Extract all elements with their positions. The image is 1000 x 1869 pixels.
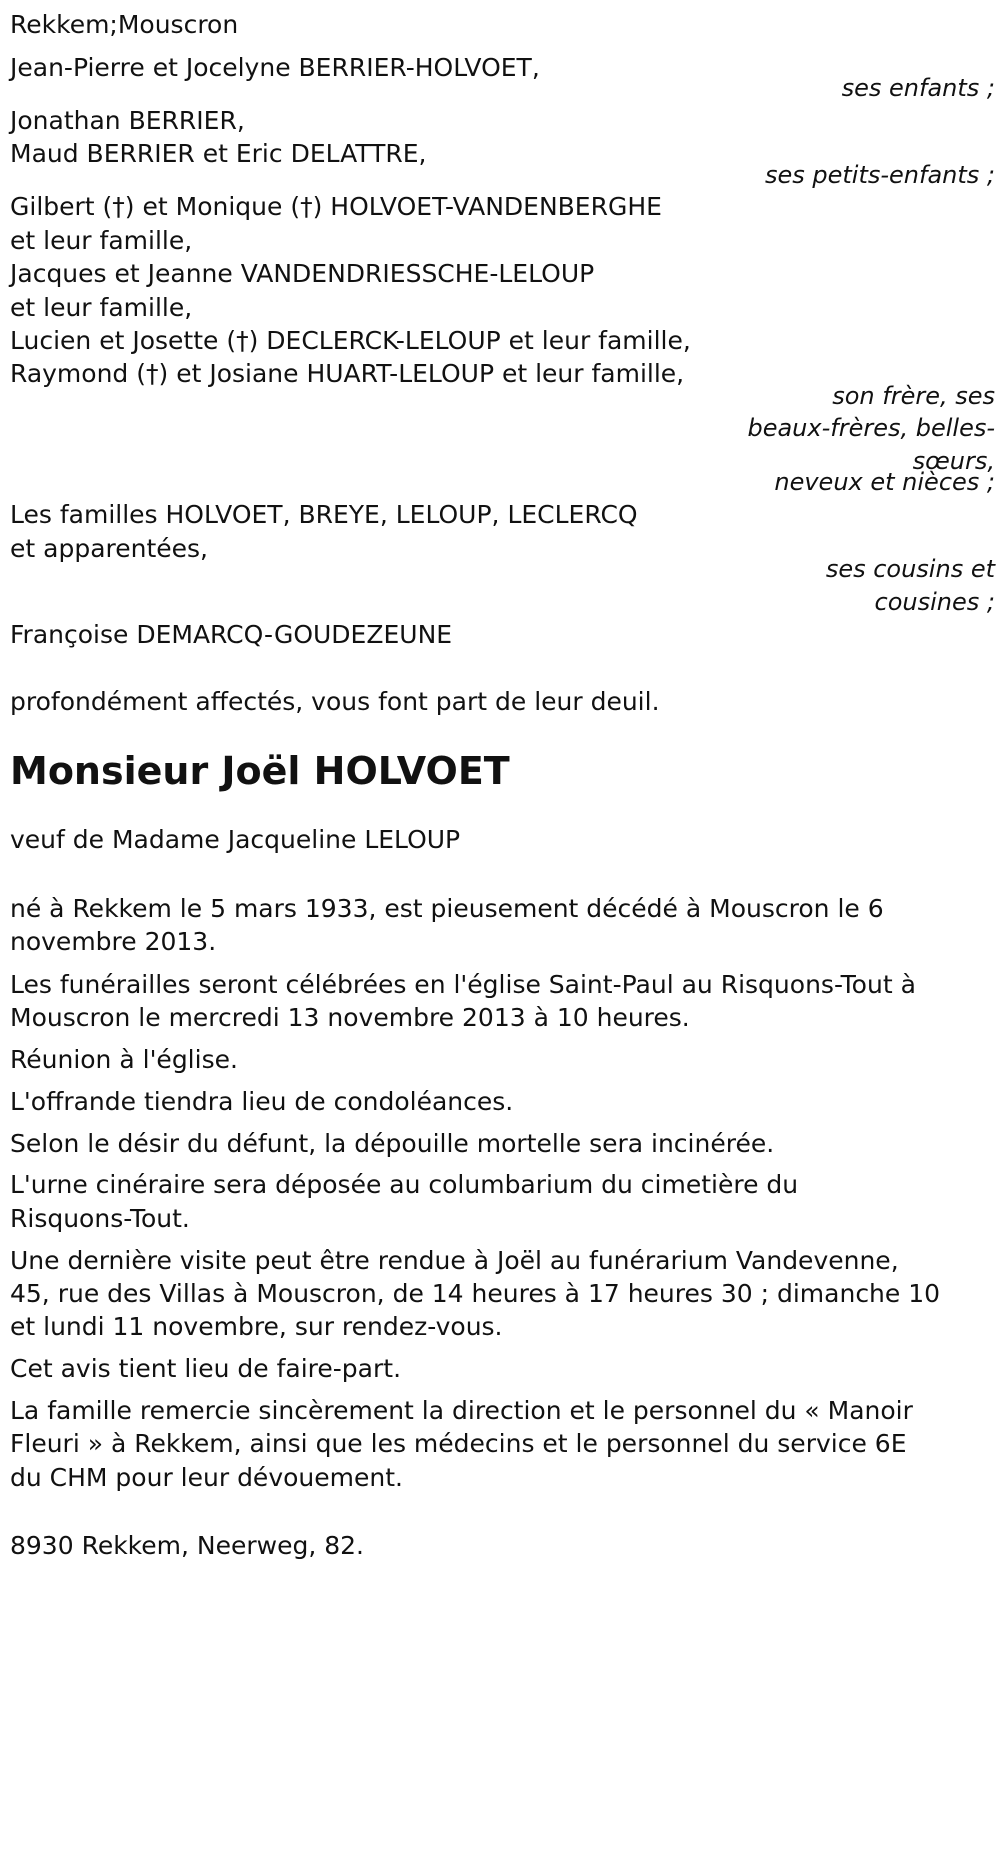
spouse-line: veuf de Madame Jacqueline LELOUP (10, 825, 461, 854)
sibling-line-1: Gilbert (†) et Monique (†) HOLVOET-VANDENBERGHE (10, 192, 662, 221)
visit-line-3: et lundi 11 novembre, sur rendez-vous. (10, 1312, 503, 1341)
grandchild-name-1: Jonathan BERRIER, (10, 106, 245, 135)
siblings-relation-line-2: beaux-frères, belles- (747, 414, 995, 442)
address-line: 8930 Rekkem, Neerweg, 82. (10, 1531, 364, 1560)
visit-line-2: 45, rue des Villas à Mouscron, de 14 heures à 17 heures 30 ; dimanche 10 (10, 1279, 941, 1308)
children-relation: ses enfants ; (841, 74, 995, 102)
siblings-relation-line-3: sœurs, (912, 447, 995, 475)
other-relative: Françoise DEMARCQ-GOUDEZEUNE (10, 620, 453, 649)
sibling-line-4: et leur famille, (10, 293, 193, 322)
siblings-relation-line-1: son frère, ses (832, 382, 995, 410)
birth-death-line-2: novembre 2013. (10, 927, 217, 956)
children-names: Jean-Pierre et Jocelyne BERRIER-HOLVOET, (10, 53, 540, 82)
grandchildren-relation: ses petits-enfants ; (764, 161, 995, 189)
sibling-line-6: Raymond (†) et Josiane HUART-LELOUP et leur famille, (10, 359, 685, 388)
visit-line-1: Une dernière visite peut être rendue à Joël au funérarium Vandevenne, (10, 1246, 899, 1275)
offering-line: L'offrande tiendra lieu de condoléances. (10, 1087, 514, 1116)
cousins-line-2: et apparentées, (10, 534, 208, 563)
sibling-line-5: Lucien et Josette (†) DECLERCK-LELOUP et leur famille, (10, 326, 691, 355)
urn-line-2: Risquons-Tout. (10, 1204, 190, 1233)
thanks-line-1: La famille remercie sincèrement la direction et le personnel du « Manoir (10, 1396, 913, 1425)
thanks-line-3: du CHM pour leur dévouement. (10, 1463, 403, 1492)
meeting-line: Réunion à l'église. (10, 1045, 238, 1074)
cremation-line: Selon le désir du défunt, la dépouille mortelle sera incinérée. (10, 1129, 775, 1158)
header-places: Rekkem;Mouscron (10, 10, 239, 39)
funeral-line-1: Les funérailles seront célébrées en l'église Saint-Paul au Risquons-Tout à (10, 970, 916, 999)
urn-line-1: L'urne cinéraire sera déposée au columbarium du cimetière du (10, 1170, 799, 1199)
cousins-relation-line-1: ses cousins et (825, 555, 995, 583)
cousins-line-1: Les familles HOLVOET, BREYE, LELOUP, LECLERCQ (10, 500, 638, 529)
announcement: profondément affectés, vous font part de leur deuil. (10, 687, 660, 716)
sibling-line-3: Jacques et Jeanne VANDENDRIESSCHE-LELOUP (10, 259, 595, 288)
birth-death-line-1: né à Rekkem le 5 mars 1933, est pieusement décédé à Mouscron le 6 (10, 894, 884, 923)
siblings-relation-line-4: neveux et nièces ; (774, 468, 995, 496)
sibling-line-2: et leur famille, (10, 226, 193, 255)
thanks-line-2: Fleuri » à Rekkem, ainsi que les médecins et le personnel du service 6E (10, 1429, 907, 1458)
cousins-relation-line-2: cousines ; (874, 588, 995, 616)
deceased-name: Monsieur Joël HOLVOET (10, 749, 510, 793)
funeral-line-2: Mouscron le mercredi 13 novembre 2013 à 10 heures. (10, 1003, 690, 1032)
notice-line: Cet avis tient lieu de faire-part. (10, 1354, 402, 1383)
grandchild-name-2: Maud BERRIER et Eric DELATTRE, (10, 139, 427, 168)
